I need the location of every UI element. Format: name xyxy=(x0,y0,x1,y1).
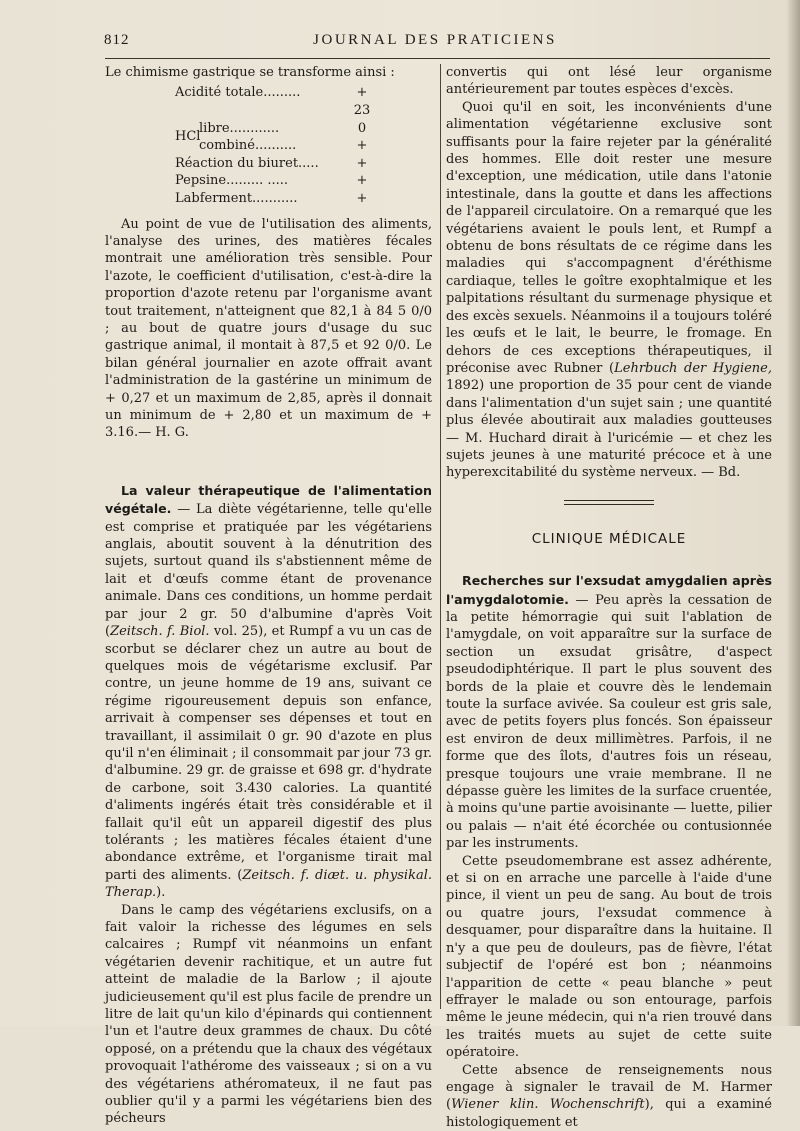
right-column xyxy=(446,64,772,1131)
article-text: Quoi qu'il en soit, les inconvénients d'une alimentation végétarienne exclusive sont suffisants pour la faire rejeter par la généralité des hommes. Elle doit rester une mesure d'exception, une médication, utile dans l'atonie intestinale, dans la goutte et dans les affections de l'appareil circulatoire. On a remarqué que les végétariens avaient le pouls lent, et Rumpf a obtenu de bons résultats de ce régime dans les maladies qui s'accompagnent d'éréthisme cardiaque, telles le goître exophtalmique et les palpitations résultant du surmenage physique et des excès sexuels. Néanmoins il a toujours toléré les œufs et le lait, le beurre, le fromage. En dehors de ces exceptions thérapeutiques, il préconise avec Rubner ( xyxy=(446,99,772,376)
header-rule xyxy=(105,58,770,59)
book-spine-shadow xyxy=(786,0,800,1026)
article-text: ), qui a examiné histologiquement et xyxy=(446,1097,772,1130)
citation: Lehrbuch der Hygiene, xyxy=(614,360,772,376)
chem-row-pepsine xyxy=(175,172,375,190)
article-title: Recherches sur l'exsudat amygdalien après l'amygdalotomie. xyxy=(446,573,772,607)
chem-label: Acidité totale......... xyxy=(175,85,301,101)
article-text: — Peu après la cessation de la petite hémorragie qui suit l'ablation de l'amygdale, on voit apparaître sur la surface de section un exsudat grisâtre, d'aspect pseudodiphtérique. Il part le plus souvent des bords de la plaie et couvre dès le lendemain toute la surface avivée. Sa couleur est gris sale, avec de petits foyers plus foncés. Son épaisseur est environ de deux millimètres. Parfois, il ne forme que des îlots, d'autres fois un réseau, presque toujours une vraie membrane. Il ne dépasse guère les limites de la surface cruentée, à moins qu'une partie avoisinante — luette, pilier ou palais — n'ait été écorchée ou contusionnée par les instruments. xyxy=(446,592,772,852)
section-separator-rule xyxy=(564,500,654,505)
continuation-paragraph: convertis qui ont lésé leur organisme antérieurement par toutes espèces d'excès. xyxy=(446,65,772,98)
column-divider xyxy=(440,64,441,1009)
citation: Zeitsch. f. Biol. xyxy=(110,624,210,640)
chem-value: + xyxy=(356,190,368,206)
article-amygdale-paragraph-1 xyxy=(446,572,772,853)
section-heading: CLINIQUE MÉDICALE xyxy=(531,530,687,547)
spacer xyxy=(105,442,432,462)
article-vegetal-paragraph-1 xyxy=(105,482,432,902)
article-vegetal-paragraph-2: Dans le camp des végétariens exclusifs, on a fait valoir la richesse des légumes en sels calcaires ; Rumpf vit néanmoins un enfant végétarien devenir rachitique, et un autre fut atteint de maladie de la Barlow ; il ajoute judicieusement qu'il est plus facile de prendre un litre de lait qu'un kilo d'épinards qui contiennent l'un et l'autre deux grammes de chaux. Du côté opposé, on a prétendu que la chaux des végétaux provoquait l'athérome des vaisseaux ; si on a vu des végétariens athéromateux, il ne faut pas oublier qu'il y a parmi les végétariens bien des pécheurs xyxy=(105,902,432,1127)
article-title: La valeur thérapeutique de l'alimentation végétale. xyxy=(105,482,432,517)
chem-hcl-rows xyxy=(199,120,375,155)
chem-label: libre............ xyxy=(199,120,280,136)
chem-hcl-label: HCl xyxy=(175,129,201,145)
chem-hcl-block xyxy=(175,120,432,155)
article-text: vol. 25), et Rumpf a vu un cas de scorbut se déclarer chez un autre au bout de quelques mois de végétarisme exclusif. Par contre, un jeune homme de 19 ans, suivant ce régime rigoureusement depuis son enfance, arrivait à compenser ses dépenses et tout en travaillant, il assimilait 0 gr. 90 d'azote en plus qu'il n'en éliminait ; il consommait par jour 73 gr. d'albumine. 29 gr. de graisse et 698 gr. d'hydrate de carbone, soit 3.430 calories. La quantité d'aliments ingérés était très considérable et il fallait qu'il eût un appareil digestif des plus tolérants ; les matières fécales étaient d'une abondance extrême, et l'organisme tirait mal parti des aliments. ( xyxy=(105,624,432,883)
continuation-paragraph-2 xyxy=(446,99,772,482)
spacer xyxy=(105,462,432,482)
page-header xyxy=(100,32,770,52)
chem-row-labferment xyxy=(175,190,375,208)
chemistry-intro: Le chimisme gastrique se transforme ainsi : xyxy=(105,65,395,80)
article-text: Cette absence de renseignements nous engage à signaler le travail de M. Harmer ( xyxy=(446,1062,772,1113)
chem-row-combine xyxy=(199,137,375,155)
left-column xyxy=(105,64,432,1128)
chem-label: Labferment........... xyxy=(175,190,298,206)
chem-value: + xyxy=(356,173,368,189)
chem-value: + 23 xyxy=(353,85,371,118)
utilisation-paragraph: Au point de vue de l'utilisation des aliments, l'analyse des urines, des matières fécales montrait une amélioration très sensible. Pour l'azote, le coefficient d'utilisation, c'est-à-dire la proportion d'azote retenu par l'organisme avant tout traitement, n'atteignent que 82,1 à 84 5 0/0 ; au bout de quatre jours d'usage du suc gastrique animal, il montait à 87,5 et 92 0/0. Le bilan général journalier en azote offrait avant l'administration de la gastérine un minimum de + 0,27 et un maximum de 2,85, après il donnait un minimum de + 2,80 et un maximum de + 3.16.— H. G. xyxy=(105,216,432,441)
chem-label: Réaction du biuret..... xyxy=(175,155,319,171)
gastric-chemistry-table xyxy=(175,84,432,207)
journal-title: JOURNAL DES PRATICIENS xyxy=(313,32,557,48)
chem-value: + xyxy=(356,138,368,154)
article-text: ). xyxy=(156,885,166,901)
chem-label: Pepsine......... ..... xyxy=(175,173,289,189)
article-amygdale-paragraph-3 xyxy=(446,1062,772,1131)
chem-row-biuret xyxy=(175,155,375,173)
citation: Zeitsch. f. diæt. u. physikal. Therap. xyxy=(105,867,433,901)
article-text: — La diète végétarienne, telle qu'elle est comprise et pratiquée par les végétariens anglais, aboutit souvent à la dénutrition des sujets, surtout quand ils s'abstiennent même de lait et d'œufs comme étant de provenance animale. Dans ces conditions, un homme perdait par jour 2 gr. 50 d'albumine d'après Voit ( xyxy=(105,502,432,640)
chem-value: + xyxy=(356,155,368,171)
article-amygdale-paragraph-2: Cette pseudomembrane est assez adhérente, et si on en arrache une parcelle à l'aide d'une pince, il vient un peu de sang. Au bout de trois ou quatre jours, l'exsudat commence à desquamer, pour disparaître dans la huitaine. Il n'y a que peu de douleurs, pas de fièvre, l'état subjectif de l'opéré est bon ; néanmoins l'apparition de cette « peau blanche » peut effrayer le malade ou son entourage, parfois même le jeune médecin, qui n'a rien trouvé dans les traités muets au sujet de cette suite opératoire. xyxy=(446,853,772,1061)
chem-row-acidite xyxy=(175,84,375,119)
chem-value: 0 xyxy=(357,120,367,136)
page-number: 812 xyxy=(104,32,130,48)
chem-row-libre xyxy=(199,120,375,138)
article-text: 1892) une proportion de 35 pour cent de viande dans l'alimentation d'un sujet sain ; une quantité plus élevée aboutirait aux maladies goutteuses — M. Huchard dirait à l'uricémie — et chez les sujets jeunes à une maturité précoce et à une hyperexcitabilité du système nerveux. — Bd. xyxy=(446,378,772,481)
citation: Wiener klin. Wochenschrift xyxy=(451,1097,645,1113)
chem-label: combiné.......... xyxy=(199,138,297,154)
